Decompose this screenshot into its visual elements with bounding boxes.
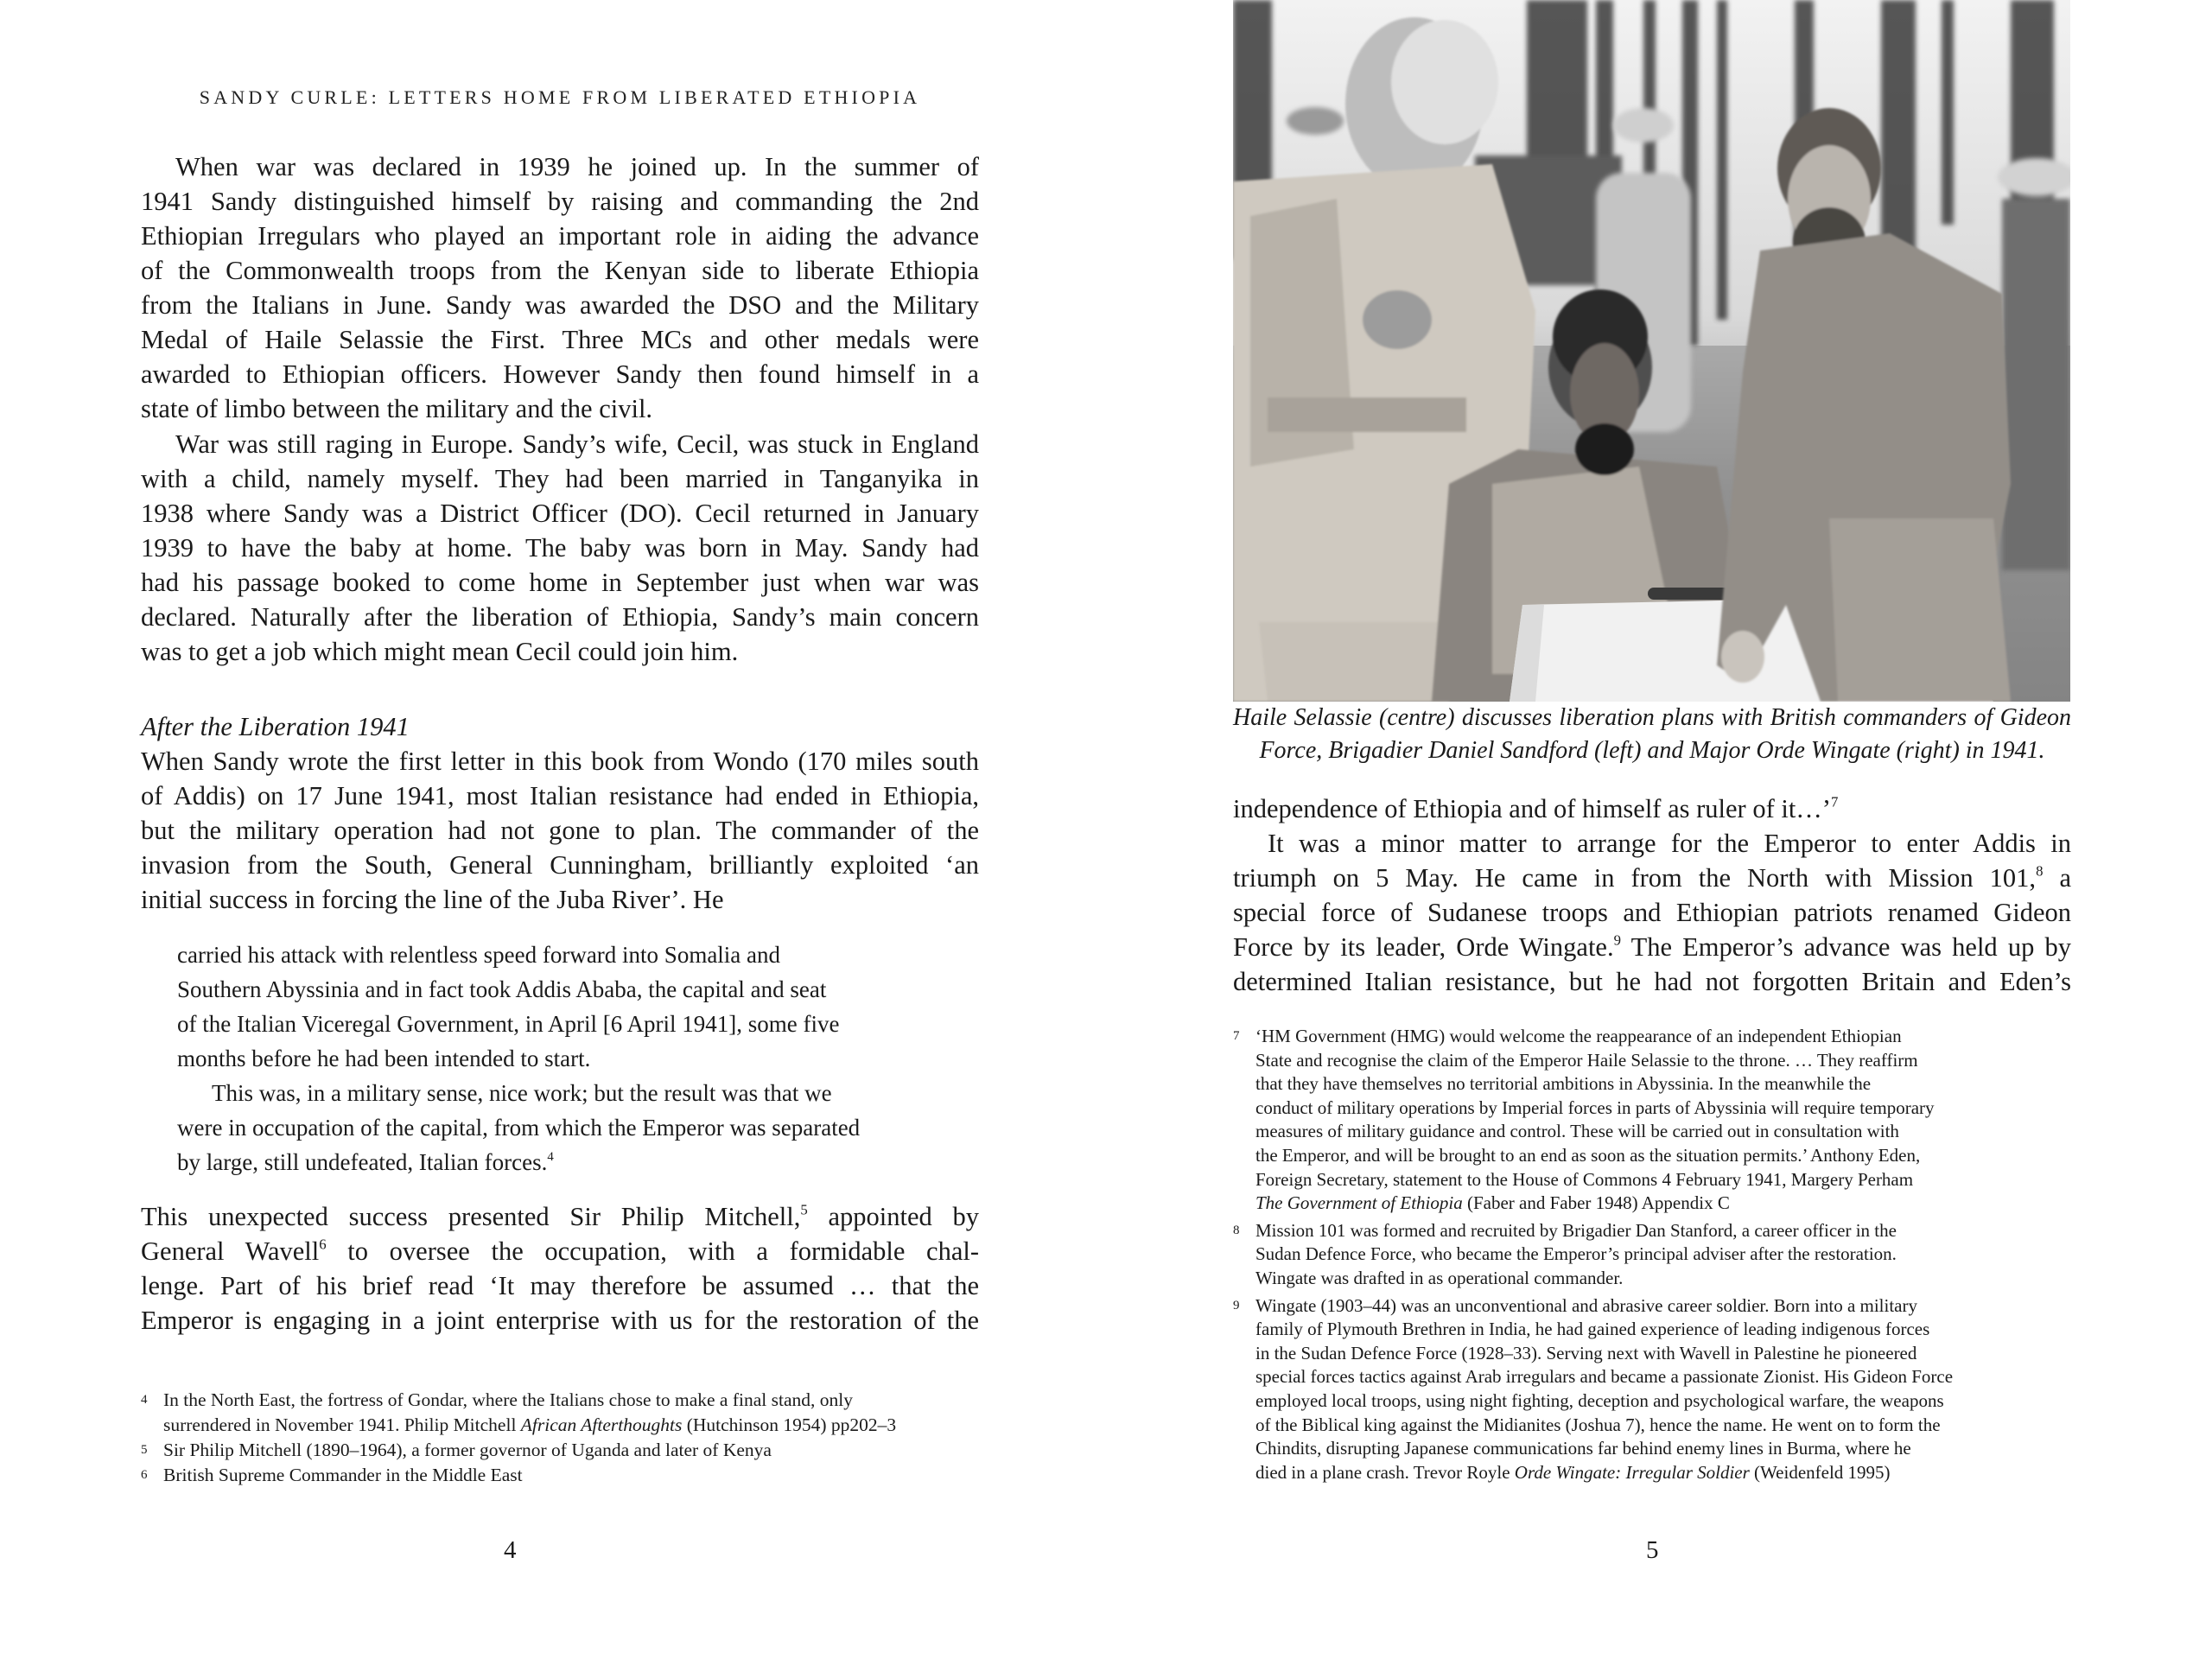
footnote-number: 4 — [141, 1393, 148, 1407]
text-line: 1938 where Sandy was a District Officer (DO). Cecil returned in January — [141, 499, 979, 528]
page-number: 5 — [1646, 1536, 1659, 1564]
text-run: (Hutchinson 1954) pp202–3 — [682, 1414, 897, 1435]
footnote-line: Sudan Defence Force, who became the Emperor’s principal adviser after the restoration. — [1255, 1243, 1897, 1265]
footnote-ref[interactable]: 4 — [547, 1149, 554, 1164]
photo-caption — [1233, 702, 2071, 767]
text-run: to oversee the occupation, with a formidable chal- — [326, 1236, 979, 1266]
footnote-line — [1255, 1192, 2071, 1216]
paragraph-europe — [141, 427, 979, 669]
footnote-line: Foreign Secretary, statement to the House of Commons 4 February 1941, Margery Perham — [1255, 1168, 1914, 1190]
text-run: surrendered in November 1941. Philip Mitchell — [163, 1414, 521, 1435]
book-title: The Government of Ethiopia — [1255, 1192, 1463, 1214]
book-title: Orde Wingate: Irregular Soldier — [1514, 1461, 1750, 1483]
footnote-7 — [1233, 1025, 2071, 1216]
text-line: with a child, namely myself. They had been married in Tanganyika in — [141, 464, 979, 493]
quote-line — [177, 1145, 946, 1179]
text-line — [141, 1199, 979, 1234]
text-line: of the Commonwealth troops from the Kenyan side to liberate Ethiopia — [141, 256, 979, 285]
footnotes-left — [141, 1388, 979, 1488]
footnote-number: 5 — [141, 1443, 148, 1457]
quote-line: Southern Abyssinia and in fact took Addis Ababa, the capital and seat — [177, 976, 827, 1002]
text-line: Emperor is engaging in a joint enterprise with us for the restoration of the — [141, 1306, 979, 1335]
paragraph-war-declared — [141, 149, 979, 426]
text-line — [1233, 930, 2071, 964]
footnote-line: of the Biblical king against the Midianites (Joshua 7), hence the name. He went on to form the — [1255, 1414, 1941, 1435]
footnote-ref[interactable]: 7 — [1830, 793, 1839, 810]
text-line: lenge. Part of his brief read ‘It may therefore be assumed … that the — [141, 1271, 979, 1300]
footnote-number: 8 — [1233, 1223, 1240, 1237]
quote-line: months before he had been intended to start. — [177, 1046, 591, 1071]
text-line: Ethiopian Irregulars who played an important role in aiding the advance — [141, 221, 979, 251]
footnote-line: British Supreme Commander in the Middle East — [163, 1465, 523, 1485]
text-line: was to get a job which might mean Cecil could join him. — [141, 637, 739, 666]
footnote-line: Wingate was drafted in as operational commander. — [1255, 1267, 1624, 1288]
paragraph-emperor-enters — [1233, 791, 2071, 999]
footnote-line: Sir Philip Mitchell (1890–1964), a former governor of Uganda and later of Kenya — [163, 1440, 772, 1460]
text-line — [1233, 861, 2071, 895]
book-title: African Afterthoughts — [520, 1414, 683, 1435]
text-line: declared. Naturally after the liberation of Ethiopia, Sandy’s main concern — [141, 602, 979, 632]
text-line — [141, 1234, 979, 1268]
footnote-line — [1255, 1461, 2071, 1485]
text-run: a — [2043, 863, 2071, 893]
running-head: SANDY CURLE: LETTERS HOME FROM LIBERATED ETHIOPIA — [199, 86, 921, 108]
section-heading-text: After the Liberation 1941 — [141, 712, 410, 741]
text-line: War was still raging in Europe. Sandy’s wife, Cecil, was stuck in England — [175, 429, 979, 459]
text-run: This unexpected success presented Sir Philip Mitchell, — [141, 1202, 801, 1231]
photograph-illustration — [1233, 0, 2070, 702]
footnote-ref[interactable]: 5 — [800, 1201, 808, 1218]
footnote-line: family of Plymouth Brethren in India, he had gained experience of leading indigenous forces — [1255, 1319, 1930, 1340]
footnote-line: the Emperor, and will be brought to an end as soon as the situation permits.’ Anthony Eden, — [1255, 1144, 1921, 1166]
footnote-line: in the Sudan Defence Force (1928–33). Serving next with Wavell in Palestine he pioneered — [1255, 1342, 1917, 1363]
quote-line: This was, in a military sense, nice work; but the result was that we — [212, 1080, 832, 1106]
footnote-line: Mission 101 was formed and recruited by Brigadier Dan Stanford, a career officer in the — [1255, 1219, 1897, 1241]
footnote-line — [163, 1413, 979, 1438]
footnote-line: employed local troops, using night fighting, deception and psychological warfare, the weapons — [1255, 1389, 1944, 1411]
text-line: of Addis) on 17 June 1941, most Italian resistance had ended in Ethiopia, — [141, 781, 979, 810]
footnote-ref[interactable]: 6 — [319, 1236, 327, 1253]
footnote-8 — [1233, 1219, 2071, 1291]
footnote-line: measures of military guidance and control. These will be carried out in consultation with — [1255, 1121, 1899, 1142]
footnote-line: State and recognise the claim of the Emperor Haile Selassie to the throne. … They reaffirm — [1255, 1049, 1918, 1071]
text-run: (Faber and Faber 1948) Appendix C — [1462, 1192, 1730, 1214]
block-quote — [177, 938, 946, 1179]
footnote-line: ‘HM Government (HMG) would welcome the reappearance of an independent Ethiopian — [1255, 1026, 1902, 1046]
footnote-ref[interactable]: 8 — [2036, 862, 2044, 880]
text-line: 1941 Sandy distinguished himself by raising and commanding the 2nd — [141, 187, 979, 216]
quote-line: carried his attack with relentless speed forward into Somalia and — [177, 942, 781, 968]
text-line: invasion from the South, General Cunningham, brilliantly exploited ‘an — [141, 850, 979, 880]
text-run: (Weidenfeld 1995) — [1749, 1461, 1891, 1483]
text-line: initial success in forcing the line of the Juba River’. He — [141, 885, 724, 914]
footnote-ref[interactable]: 9 — [1613, 931, 1621, 949]
footnote-number: 7 — [1233, 1029, 1240, 1043]
text-line: Medal of Haile Selassie the First. Three MCs and other medals were — [141, 325, 979, 354]
section-heading — [141, 709, 979, 744]
text-line — [1233, 791, 2071, 826]
text-line: 1939 to have the baby at home. The baby was born in May. Sandy had — [141, 533, 979, 563]
text-run: General Wavell — [141, 1236, 320, 1266]
footnote-line: Wingate (1903–44) was an unconventional and abrasive career soldier. Born into a military — [1255, 1294, 1917, 1316]
quote-line: of the Italian Viceregal Government, in April [6 April 1941], some five — [177, 1011, 840, 1037]
caption-line: Force, Brigadier Daniel Sandford (left) and Major Orde Wingate (right) in 1941. — [1259, 737, 2045, 764]
text-run: appointed by — [807, 1202, 979, 1231]
footnote-number: 6 — [141, 1468, 148, 1482]
page-number: 4 — [504, 1536, 517, 1564]
paragraph-first-letter — [141, 744, 979, 917]
text-run: The Emperor’s advance was held up by — [1620, 932, 2071, 962]
text-line: determined Italian resistance, but he had not forgotten Britain and Eden’s — [1233, 967, 2071, 996]
footnote-line: conduct of military operations by Imperial forces in parts of Abyssinia will require temporary — [1255, 1096, 1935, 1118]
footnote-5 — [141, 1438, 979, 1463]
text-line: awarded to Ethiopian officers. However Sandy then found himself in a — [141, 359, 979, 389]
caption-line: Haile Selassie (centre) discusses liberation plans with British commanders of Gideon — [1233, 704, 2071, 731]
footnote-6 — [141, 1463, 979, 1488]
text-line: When Sandy wrote the first letter in this book from Wondo (170 miles south — [141, 747, 979, 776]
footnote-line: Chindits, disrupting Japanese communications far behind enemy lines in Burma, where he — [1255, 1438, 1911, 1459]
footnote-9 — [1233, 1294, 2071, 1485]
text-line: state of limbo between the military and the civil. — [141, 394, 653, 423]
text-line: When war was declared in 1939 he joined up. In the summer of — [175, 152, 979, 181]
text-run: independence of Ethiopia and of himself as ruler of it…’ — [1233, 794, 1831, 823]
text-run: triumph on 5 May. He came in from the North with Mission 101, — [1233, 863, 2037, 893]
text-run: died in a plane crash. Trevor Royle — [1255, 1461, 1515, 1483]
text-line: special force of Sudanese troops and Ethiopian patriots renamed Gideon — [1233, 898, 2071, 927]
footnotes-right — [1233, 1025, 2071, 1488]
paragraph-mitchell — [141, 1199, 979, 1338]
footnote-line: special forces tactics against Arab irregulars and became a passionate Zionist. His Gideon Force — [1255, 1366, 1954, 1388]
text-line: but the military operation had not gone to plan. The commander of the — [141, 816, 979, 845]
text-line: It was a minor matter to arrange for the Emperor to enter Addis in — [1268, 829, 2071, 858]
footnote-4 — [141, 1388, 979, 1438]
quote-line: were in occupation of the capital, from which the Emperor was separated — [177, 1115, 861, 1141]
text-run: Force by its leader, Orde Wingate. — [1233, 932, 1614, 962]
footnote-number: 9 — [1233, 1298, 1240, 1313]
text-line: from the Italians in June. Sandy was awarded the DSO and the Military — [141, 290, 979, 320]
photograph — [1233, 0, 2070, 702]
footnote-line: that they have themselves no territorial ambitions in Abyssinia. In the meanwhile the — [1255, 1073, 1872, 1095]
text-line: had his passage booked to come home in September just when war was — [141, 568, 979, 597]
footnote-line: In the North East, the fortress of Gondar, where the Italians chose to make a final stand, only — [163, 1389, 853, 1410]
quote-text: by large, still undefeated, Italian forces. — [177, 1149, 548, 1175]
